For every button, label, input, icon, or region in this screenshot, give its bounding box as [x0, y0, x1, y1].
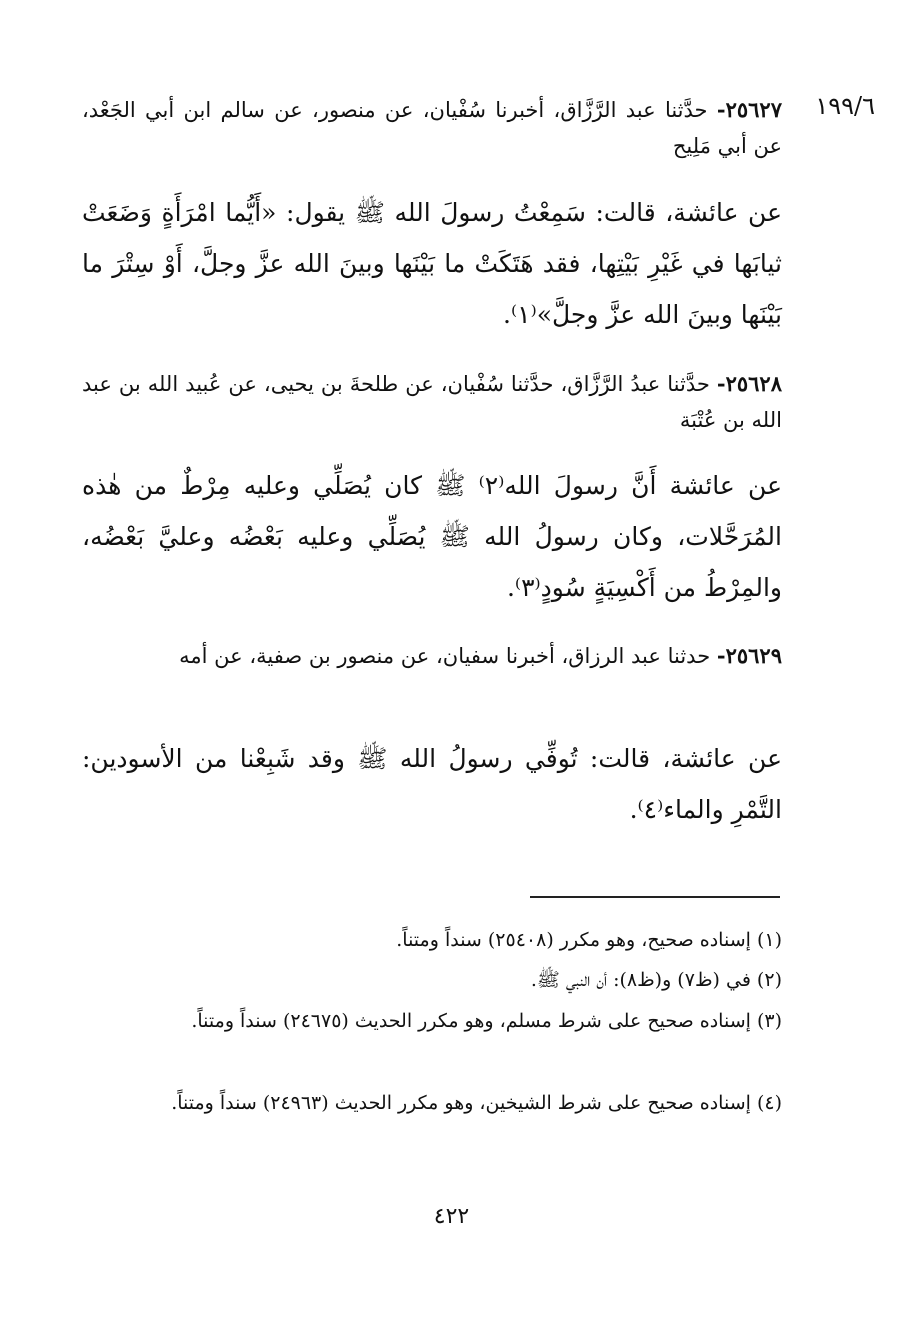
hadith-chain-text-3: حدثنا عبد الرزاق، أخبرنا سفيان، عن منصور بن صفية، عن أمه [179, 644, 711, 668]
hadith-text-3: عن عائشة، قالت: تُوفِّي رسولُ الله ﷺ وقد شَبِعْنا من الأسودين: التَّمْرِ والماء⁽٤⁾. [82, 744, 782, 824]
page-number: ٤٢٢ [433, 1204, 470, 1229]
hadith-text-2: عن عائشة أَنَّ رسولَ الله⁽٢⁾ ﷺ كان يُصَلِّي وعليه مِرْطٌ من هٰذه المُرَحَّلات، وكان رسولُ الله ﷺ يُصَلِّي وعليه بَعْضُه وعليَّ بَعْضُه، والمِرْطُ من أَكْسِيَةٍ سُودٍ⁽٣⁾. [82, 471, 782, 602]
margin-reference: ١٩٩/٦ [815, 92, 875, 120]
hadith-chain-3 [82, 638, 782, 674]
hadith-text-1: عن عائشة، قالت: سَمِعْتُ رسولَ الله ﷺ يقول: «أَيُّما امْرَأَةٍ وَضَعَتْ ثيابَها في غَيْرِ بَيْتِها، فقد هَتَكَتْ ما بَيْنَها وبينَ الله عزَّ وجلَّ، أَوْ سِتْرَ ما بَيْنَها وبينَ الله عزَّ وجلَّ»⁽١⁾. [82, 198, 782, 329]
footnote-3: (٣) إسناده صحيح على شرط مسلم، وهو مكرر الحديث (٢٤٦٧٥) سنداً ومتناً. [191, 1010, 782, 1032]
hadith-chain-1 [82, 92, 782, 164]
footnote-4: (٤) إسناده صحيح على شرط الشيخين، وهو مكرر الحديث (٢٤٩٦٣) سنداً ومتناً. [171, 1092, 782, 1114]
hadith-number-1: ٢٥٦٢٧- [716, 97, 782, 122]
hadith-chain-2 [82, 366, 782, 438]
footnote-2: (٢) في (ظ٧) و(ظ٨): أن النبي ﷺ. [530, 969, 782, 991]
hadith-chain-text-1: حدَّثنا عبد الرَّزَّاق، أخبرنا سُفْيان، عن منصور، عن سالم ابن أبي الجَعْد، عن أبي مَلِيح [82, 98, 782, 158]
hadith-number-2: ٢٥٦٢٨- [716, 371, 782, 396]
hadith-chain-text-2: حدَّثنا عبدُ الرَّزَّاق، حدَّثنا سُفْيان، عن طلحةَ بن يحيى، عن عُبيد الله بن عبد الله بن عُتْبَة [82, 372, 782, 432]
footnote-divider [530, 896, 780, 898]
hadith-number-3: ٢٥٦٢٩- [716, 643, 782, 668]
footnote-1: (١) إسناده صحيح، وهو مكرر (٢٥٤٠٨) سنداً ومتناً. [396, 929, 782, 951]
